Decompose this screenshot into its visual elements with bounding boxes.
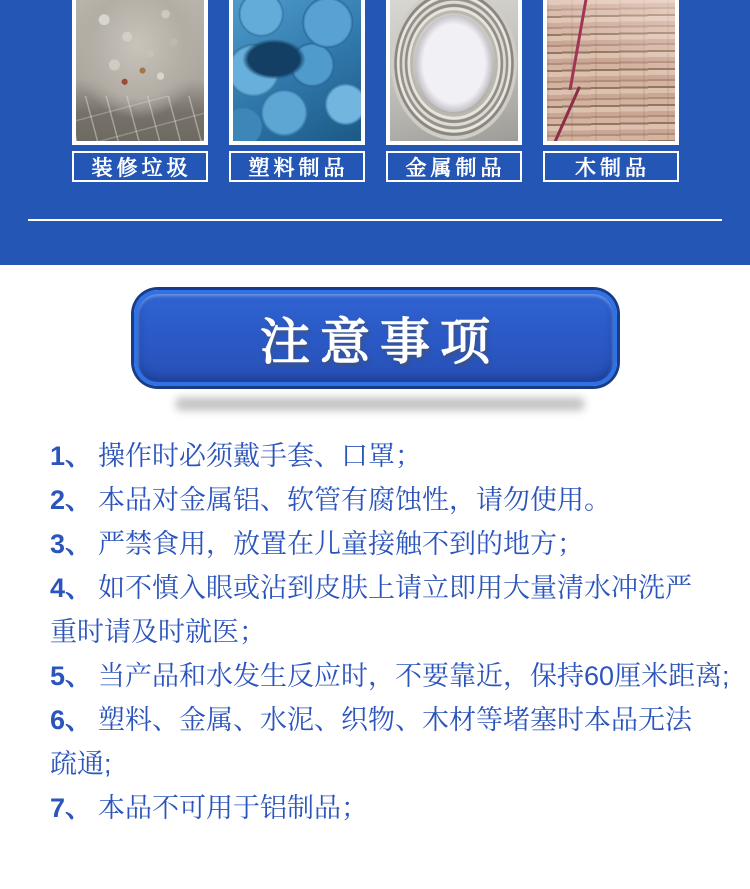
notice-item-1 [50,434,730,478]
notice-item-text: 操作时必须戴手套、口罩； [98,441,423,471]
gallery-item-metal [386,0,522,182]
notice-item-5 [50,654,730,698]
gallery-item-renovation-waste [72,0,208,182]
metal-can-photo [390,0,518,141]
precautions-list [0,434,750,830]
photo-frame [543,0,679,145]
white-divider-line [28,219,722,221]
photo-frame [229,0,365,145]
blue-plastic-products-photo [233,0,361,141]
gallery-item-wood [543,0,679,182]
precautions-banner [134,290,617,386]
notice-item-text: 严禁食用，放置在儿童接触不到的地方； [98,529,585,559]
notice-item-3 [50,522,730,566]
notice-item-number: 1、 [50,441,93,471]
wood-products-photo [547,0,675,141]
photo-frame [72,0,208,145]
notice-item-4 [50,566,730,654]
notice-item-number: 5、 [50,661,93,691]
notice-item-text: 如不慎入眼或沾到皮肤上请立即用大量清水冲洗严 [98,573,693,603]
construction-debris-photo [76,0,204,141]
notice-item-6 [50,698,730,786]
banner-drop-shadow [175,397,585,411]
photo-frame [386,0,522,145]
photo-label: 塑料制品 [229,151,365,182]
photo-label: 装修垃圾 [72,151,208,182]
notice-item-number: 2、 [50,485,93,515]
notice-item-number: 4、 [50,573,93,603]
notice-item-wrap: 重时请及时就医； [50,617,266,647]
notice-item-text: 本品不可用于铝制品； [98,793,369,823]
precautions-title: 注意事项 [260,314,500,370]
hero-blue-section [0,0,750,265]
photo-label: 金属制品 [386,151,522,182]
gallery-item-plastic [229,0,365,182]
notice-item-wrap: 疏通; [50,749,112,779]
photo-label: 木制品 [543,151,679,182]
notice-item-text: 本品对金属铝、软管有腐蚀性，请勿使用。 [98,485,612,515]
material-gallery [0,0,750,182]
notice-item-text: 塑料、金属、水泥、织物、木材等堵塞时本品无法 [98,705,693,735]
notice-item-number: 3、 [50,529,93,559]
notice-item-number: 7、 [50,793,93,823]
notice-item-text: 当产品和水发生反应时，不要靠近，保持60厘米距离; [98,661,730,691]
notice-item-number: 6、 [50,705,93,735]
notice-item-2 [50,478,730,522]
notice-item-7 [50,786,730,830]
